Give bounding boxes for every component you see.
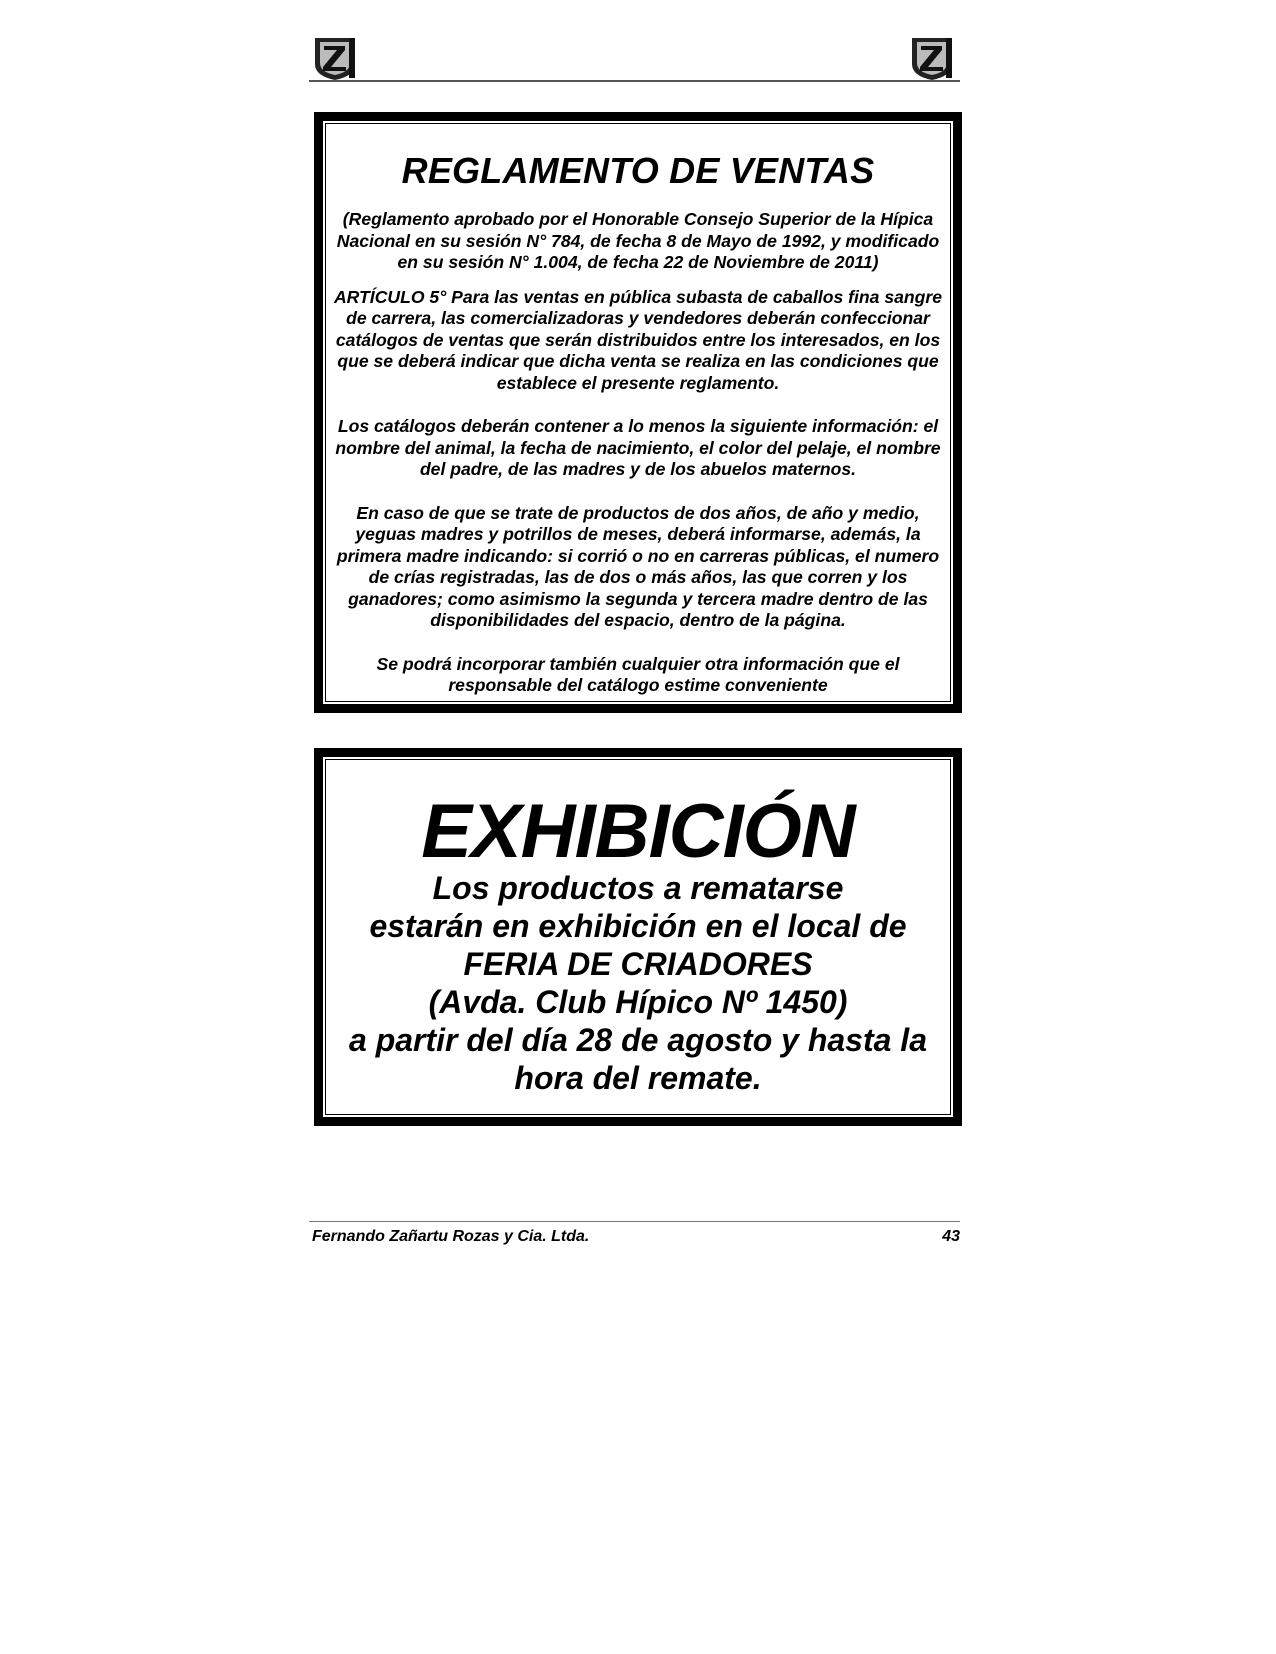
- header-divider: [309, 80, 960, 82]
- exhibition-line: Los productos a rematarse: [432, 870, 844, 906]
- article-paragraph: [329, 287, 947, 395]
- exhibition-line: FERIA DE CRIADORES: [463, 946, 813, 982]
- exhibition-box: [314, 748, 962, 1126]
- exhibition-title: EXHIBICIÓN: [421, 789, 855, 874]
- catalog-paragraph: Los catálogos deberán contener a lo menos la siguiente información: el nombre del animal, la fecha de nacimiento, el color del pelaje, el nombre del padre, de las madres y de los abuelos maternos.: [335, 416, 941, 479]
- rules-subtitle: (Reglamento aprobado por el Honorable Consejo Superior de la Hípica Nacional en su sesión N° 784, de fecha 8 de Mayo de 1992, y modificado en su sesión N° 1.004, de fecha 22 de Noviembre de 2011): [336, 209, 940, 272]
- page-number: 43: [942, 1228, 960, 1245]
- exhibition-body: [323, 869, 953, 1097]
- sales-rules-box: [314, 112, 962, 713]
- company-logo-z-icon: [311, 34, 359, 82]
- other-info-paragraph: Se podrá incorporar también cualquier otra información que el responsable del catálogo estime conveniente: [376, 653, 900, 695]
- exhibition-line: hora del remate.: [514, 1060, 762, 1096]
- footer-company: Fernando Zañartu Rozas y Cia. Ltda.: [312, 1228, 590, 1245]
- case-paragraph: En caso de que se trate de productos de dos años, de año y medio, yeguas madres y potrillos de meses, deberá informarse, además, la primera madre indicando: si corrió o no en carreras públicas, el numero de crías registradas, las de dos o más años, las que corren y los ganadores; como asimismo la segunda y tercera madre dentro de las disponibilidades del espacio, dentro de la página.: [336, 502, 940, 630]
- article-text: Para las ventas en pública subasta de caballos fina sangre de carrera, las comercializadoras y vendedores deberán confeccionar catálogos de ventas que serán distribuidos entre los interesados, en los que se deberá indicar que dicha venta se realiza en las condiciones que establece el presente reglamento.: [335, 286, 943, 393]
- exhibition-line: a partir del día 28 de agosto y hasta la: [349, 1022, 927, 1058]
- footer-divider: [309, 1221, 960, 1222]
- rules-title: REGLAMENTO DE VENTAS: [401, 150, 875, 191]
- rules-body: [329, 209, 947, 697]
- exhibition-line: (Avda. Club Hípico Nº 1450): [428, 984, 848, 1020]
- article-label: ARTÍCULO 5°: [333, 286, 447, 307]
- exhibition-line: estarán en exhibición en el local de: [369, 908, 907, 944]
- company-logo-z-icon: [908, 34, 956, 82]
